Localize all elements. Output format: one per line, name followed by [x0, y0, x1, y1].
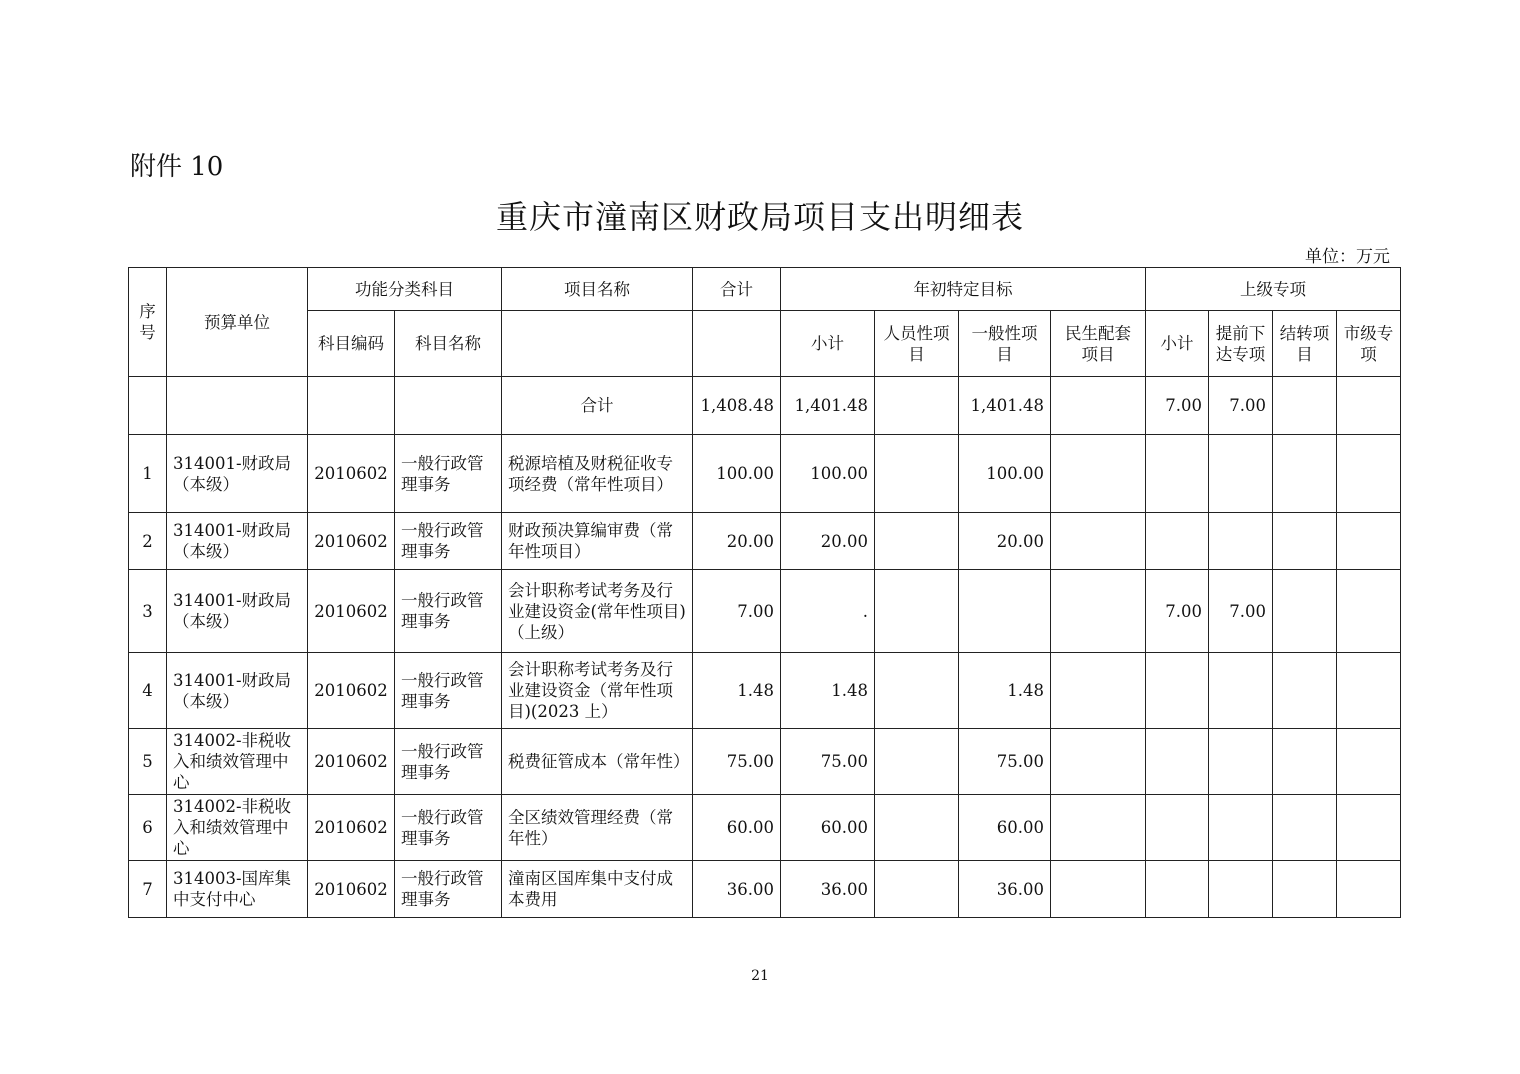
row-code: 2010602 — [308, 435, 395, 513]
row-general: 60.00 — [959, 795, 1051, 861]
header-budget-unit: 预算单位 — [167, 268, 308, 377]
header-annual-subtotal: 小计 — [781, 311, 875, 377]
row-unit: 314001-财政局（本级） — [167, 653, 308, 729]
total-row — [129, 377, 1401, 435]
row-carryover — [1273, 513, 1337, 570]
total-general: 1,401.48 — [959, 377, 1051, 435]
row-general: 75.00 — [959, 729, 1051, 795]
row-annual-subtotal: 20.00 — [781, 513, 875, 570]
row-superior-subtotal — [1146, 435, 1209, 513]
total-city — [1337, 377, 1401, 435]
row-superior-subtotal — [1146, 861, 1209, 918]
row-annual-subtotal: 1.48 — [781, 653, 875, 729]
header-func-class: 功能分类科目 — [308, 268, 502, 311]
row-carryover — [1273, 435, 1337, 513]
row-subject: 一般行政管理事务 — [395, 795, 502, 861]
total-annual-subtotal: 1,401.48 — [781, 377, 875, 435]
header-seq: 序号 — [129, 268, 167, 377]
row-unit: 314001-财政局（本级） — [167, 570, 308, 653]
row-city — [1337, 570, 1401, 653]
row-personnel — [875, 729, 959, 795]
row-unit: 314001-财政局（本级） — [167, 513, 308, 570]
row-advance: 7.00 — [1209, 570, 1273, 653]
row-superior-subtotal — [1146, 513, 1209, 570]
row-general — [959, 570, 1051, 653]
total-personnel — [875, 377, 959, 435]
header-advance: 提前下达专项 — [1209, 311, 1273, 377]
row-code: 2010602 — [308, 729, 395, 795]
header-subject-code: 科目编码 — [308, 311, 395, 377]
row-annual-subtotal: 100.00 — [781, 435, 875, 513]
row-project: 全区绩效管理经费（常年性） — [502, 795, 693, 861]
header-city: 市级专项 — [1337, 311, 1401, 377]
row-city — [1337, 513, 1401, 570]
row-seq: 5 — [129, 729, 167, 795]
header-carryover: 结转项目 — [1273, 311, 1337, 377]
attachment-label: 附件 10 — [130, 152, 224, 182]
row-personnel — [875, 570, 959, 653]
row-advance — [1209, 513, 1273, 570]
row-project: 会计职称考试考务及行业建设资金(常年性项目)（上级） — [502, 570, 693, 653]
row-code: 2010602 — [308, 513, 395, 570]
table-row — [129, 795, 1401, 861]
header-general: 一般性项目 — [959, 311, 1051, 377]
row-advance — [1209, 861, 1273, 918]
row-livelihood — [1051, 513, 1146, 570]
row-city — [1337, 435, 1401, 513]
row-subject: 一般行政管理事务 — [395, 653, 502, 729]
header-superior-subtotal: 小计 — [1146, 311, 1209, 377]
row-superior-subtotal: 7.00 — [1146, 570, 1209, 653]
row-total: 36.00 — [693, 861, 781, 918]
page-title: 重庆市潼南区财政局项目支出明细表 — [495, 198, 1024, 236]
row-project: 税费征管成本（常年性） — [502, 729, 693, 795]
row-unit: 314003-国库集中支付中心 — [167, 861, 308, 918]
row-superior-subtotal — [1146, 729, 1209, 795]
row-project: 会计职称考试考务及行业建设资金（常年性项目)(2023 上） — [502, 653, 693, 729]
total-label: 合计 — [502, 377, 693, 435]
row-carryover — [1273, 729, 1337, 795]
row-annual-subtotal: . — [781, 570, 875, 653]
expenditure-table — [128, 267, 1401, 918]
row-unit: 314002-非税收入和绩效管理中心 — [167, 795, 308, 861]
row-total: 1.48 — [693, 653, 781, 729]
row-annual-subtotal: 36.00 — [781, 861, 875, 918]
row-superior-subtotal — [1146, 795, 1209, 861]
row-code: 2010602 — [308, 795, 395, 861]
unit-label: 单位：万元 — [1305, 247, 1390, 267]
header-project-name-blank — [502, 311, 693, 377]
row-city — [1337, 729, 1401, 795]
row-seq: 2 — [129, 513, 167, 570]
row-personnel — [875, 861, 959, 918]
row-seq: 7 — [129, 861, 167, 918]
total-total: 1,408.48 — [693, 377, 781, 435]
total-carryover — [1273, 377, 1337, 435]
header-project-name: 项目名称 — [502, 268, 693, 311]
table-row — [129, 513, 1401, 570]
row-livelihood — [1051, 795, 1146, 861]
row-annual-subtotal: 60.00 — [781, 795, 875, 861]
row-project: 税源培植及财税征收专项经费（常年性项目） — [502, 435, 693, 513]
header-total: 合计 — [693, 268, 781, 311]
row-total: 100.00 — [693, 435, 781, 513]
row-personnel — [875, 513, 959, 570]
row-general: 100.00 — [959, 435, 1051, 513]
row-advance — [1209, 729, 1273, 795]
row-seq: 3 — [129, 570, 167, 653]
header-total-blank — [693, 311, 781, 377]
row-unit: 314002-非税收入和绩效管理中心 — [167, 729, 308, 795]
table-row — [129, 435, 1401, 513]
row-advance — [1209, 795, 1273, 861]
table-row — [129, 729, 1401, 795]
header-personnel: 人员性项目 — [875, 311, 959, 377]
row-subject: 一般行政管理事务 — [395, 861, 502, 918]
row-total: 20.00 — [693, 513, 781, 570]
row-seq: 6 — [129, 795, 167, 861]
row-livelihood — [1051, 729, 1146, 795]
row-advance — [1209, 653, 1273, 729]
row-city — [1337, 653, 1401, 729]
row-seq: 1 — [129, 435, 167, 513]
row-total: 75.00 — [693, 729, 781, 795]
header-annual-target: 年初特定目标 — [781, 268, 1146, 311]
row-total: 7.00 — [693, 570, 781, 653]
row-advance — [1209, 435, 1273, 513]
row-personnel — [875, 435, 959, 513]
table-row — [129, 861, 1401, 918]
row-livelihood — [1051, 653, 1146, 729]
row-general: 36.00 — [959, 861, 1051, 918]
row-subject: 一般行政管理事务 — [395, 435, 502, 513]
row-livelihood — [1051, 570, 1146, 653]
table-row — [129, 653, 1401, 729]
row-code: 2010602 — [308, 653, 395, 729]
total-livelihood — [1051, 377, 1146, 435]
row-livelihood — [1051, 861, 1146, 918]
page-number: 21 — [751, 968, 769, 984]
total-advance: 7.00 — [1209, 377, 1273, 435]
row-city — [1337, 861, 1401, 918]
row-carryover — [1273, 653, 1337, 729]
row-superior-subtotal — [1146, 653, 1209, 729]
row-subject: 一般行政管理事务 — [395, 513, 502, 570]
row-carryover — [1273, 570, 1337, 653]
row-personnel — [875, 653, 959, 729]
row-project: 潼南区国库集中支付成本费用 — [502, 861, 693, 918]
row-project: 财政预决算编审费（常年性项目） — [502, 513, 693, 570]
table-row — [129, 570, 1401, 653]
row-general: 20.00 — [959, 513, 1051, 570]
header-subject-name: 科目名称 — [395, 311, 502, 377]
header-superior: 上级专项 — [1146, 268, 1401, 311]
row-general: 1.48 — [959, 653, 1051, 729]
row-carryover — [1273, 795, 1337, 861]
row-subject: 一般行政管理事务 — [395, 729, 502, 795]
row-livelihood — [1051, 435, 1146, 513]
row-personnel — [875, 795, 959, 861]
row-code: 2010602 — [308, 861, 395, 918]
total-superior-subtotal: 7.00 — [1146, 377, 1209, 435]
row-code: 2010602 — [308, 570, 395, 653]
row-subject: 一般行政管理事务 — [395, 570, 502, 653]
row-seq: 4 — [129, 653, 167, 729]
row-city — [1337, 795, 1401, 861]
row-carryover — [1273, 861, 1337, 918]
header-livelihood: 民生配套项目 — [1051, 311, 1146, 377]
row-unit: 314001-财政局（本级） — [167, 435, 308, 513]
row-annual-subtotal: 75.00 — [781, 729, 875, 795]
row-total: 60.00 — [693, 795, 781, 861]
